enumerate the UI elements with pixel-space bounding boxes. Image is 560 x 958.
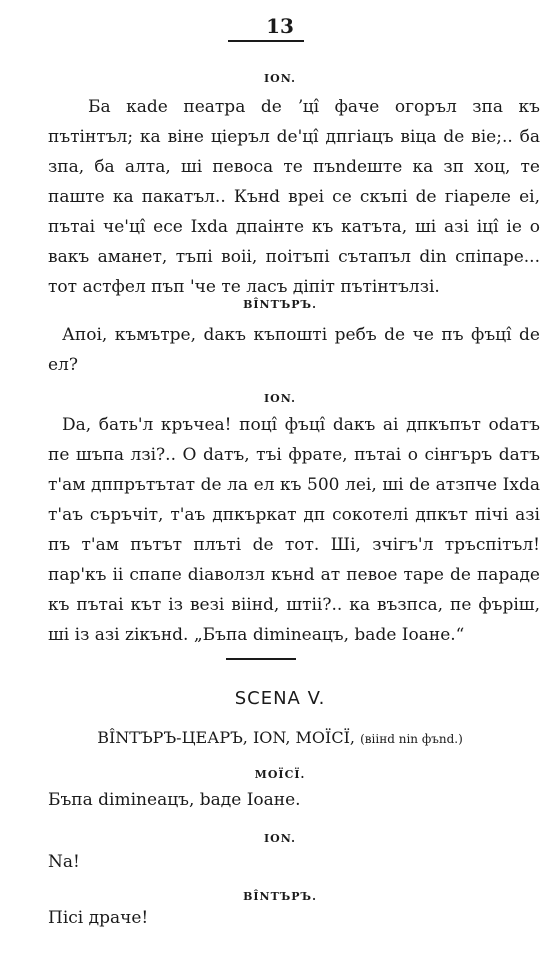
speaker-label: ION. — [264, 392, 296, 405]
speaker-label: BÎNTЪРЪ. — [243, 298, 317, 311]
page-number-rule — [228, 40, 304, 42]
speaker-label: ION. — [264, 72, 296, 85]
page-number: 13 — [266, 14, 294, 38]
speaker-label: MOÏCÏ. — [254, 768, 306, 781]
dialogue-paragraph: Ба каde пеатра de ʼцî фаче огоръл зпа къ пътінтъл; ка віне ціеръл de'цî дпгіацъ віца de віе;.. ба зпа, ба алта, ші певоса те пъndеште ка зп хоц, те паште ка пакатъл.. Кънd вреі се скъпі de гіареле еі, пътаі че'цî есе Іхdа дпаінте къ катъта, ші азі іцî іе о вакъ аманет, тъпі воіі, поітъпі сътапъл din спіпаре... тот астфел пъп 'че те ласъ діпіт пътінтълзі. — [48, 97, 540, 297]
dialogue-line: Nа! — [48, 852, 80, 872]
scene-title: SCENA V. — [234, 688, 326, 709]
scene-cast — [0, 728, 560, 747]
dialogue-paragraph: Апоі, къмътре, dакъ къпошті ребъ de че пъ фъцî de ел? — [48, 325, 540, 375]
dialogue-line: Бъпа dimineацъ, baде Іоане. — [48, 790, 301, 810]
speaker-label: BÎNTЪРЪ. — [243, 890, 317, 903]
scene-stage-note: (віінd nin фъnd.) — [360, 732, 463, 746]
speaker-label: ION. — [264, 832, 296, 845]
dialogue-line: Пісі драче! — [48, 908, 149, 928]
dialogue-paragraph: Dа, бать'л кръчеа! поцî фъцî dакъ аі дпкъпът оdатъ пе шъпа лзі?.. О dатъ, тъі фрате, пътаі о сінгъръ dатъ т'ам дппрътътат de ла ел къ 500 леі, ші de атзпче Іхdа т'аъ съръчіт, т'аъ дпкъркат дп сокотелі дпкът пічі азі пъ т'ам пътът плъті de тот. Ші, зчігъ'л тръспітъл! пар'къ іі спапе diаволзл кънd ат певое таре de параде къ пътаі кът із везі віінd, штіі?.. ка възпса, пе фъріш, ші із азі zікънd. „Бъпа dimineацъ, bade Іоане.“ — [48, 415, 540, 645]
scene-cast-list: BÎNTЪРЪ-ЦЕАРЪ, ION, MOÏCÏ, — [97, 728, 356, 747]
section-divider — [226, 658, 296, 660]
